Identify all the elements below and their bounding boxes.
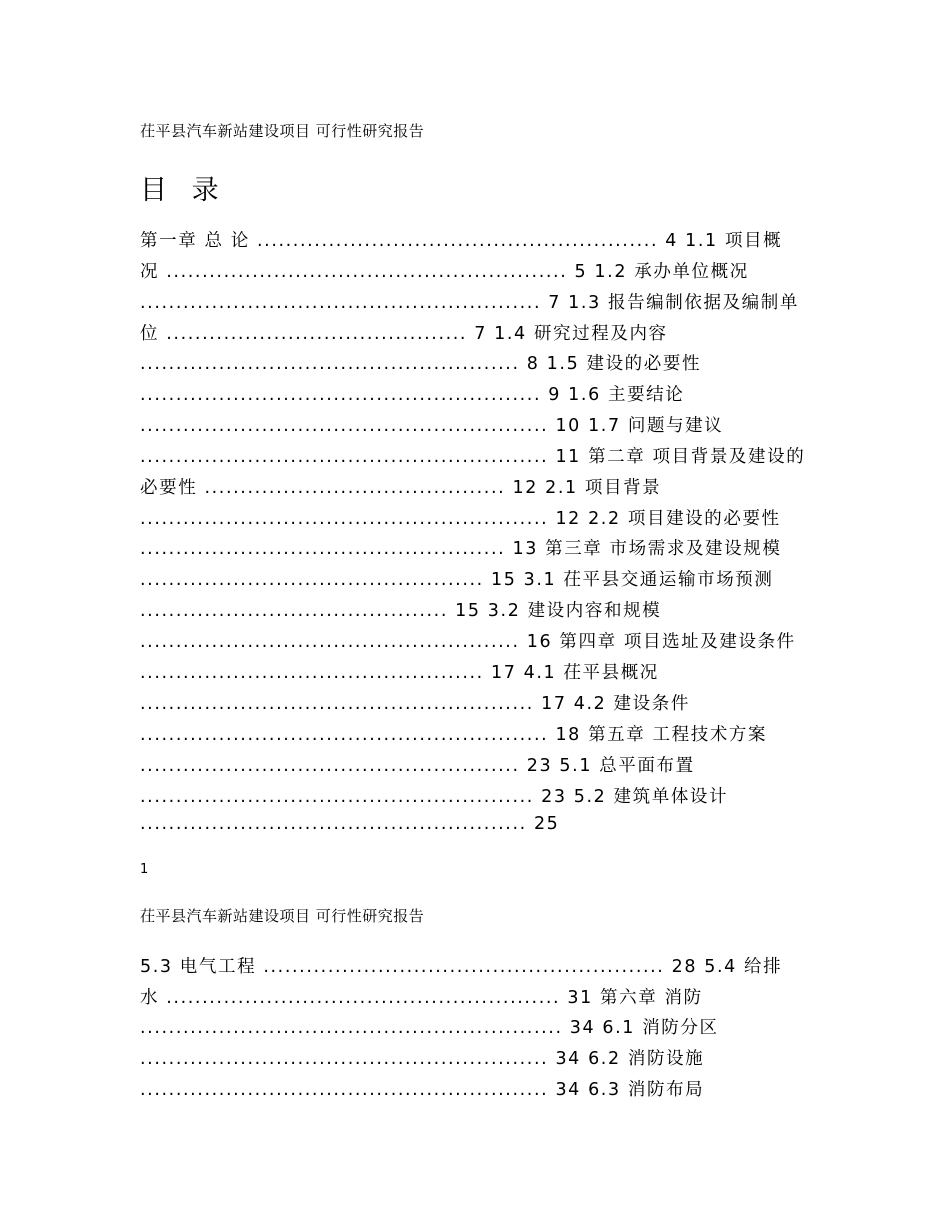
toc-line[interactable]: ..................................................... 16 第四章 项目选址及建设条件: [140, 632, 796, 652]
toc-line[interactable]: ......................................................... 34 6.2 消防设施: [140, 1049, 705, 1069]
toc-line[interactable]: ................................................ 15 3.1 茌平县交通运输市场预测: [140, 570, 774, 590]
toc-line[interactable]: ........................................................ 7 1.3 报告编制依据及编制单: [140, 293, 799, 313]
toc-line[interactable]: 水 ....................................................... 31 第六章 消防: [140, 988, 703, 1008]
page-header: 茌平县汽车新站建设项目 可行性研究报告: [140, 907, 425, 925]
toc-line[interactable]: ................................................... 13 第三章 市场需求及建设规模: [140, 539, 782, 559]
toc-line[interactable]: 必要性 .......................................... 12 2.1 项目背景: [140, 478, 662, 498]
toc-line[interactable]: ....................................................... 23 5.2 建筑单体设计: [140, 787, 729, 807]
toc-line[interactable]: ................................................ 17 4.1 茌平县概况: [140, 663, 659, 683]
toc-line[interactable]: ......................................................... 18 第五章 工程技术方案: [140, 725, 768, 745]
page-header: 茌平县汽车新站建设项目 可行性研究报告: [140, 122, 425, 140]
toc-line[interactable]: ....................................................... 17 4.2 建设条件: [140, 694, 690, 714]
toc-line[interactable]: 位 .......................................... 7 1.4 研究过程及内容: [140, 324, 668, 344]
toc-line[interactable]: ......................................................... 12 2.2 项目建设的必要性: [140, 509, 781, 529]
toc-line[interactable]: ...................................................... 25: [140, 814, 560, 834]
toc-line[interactable]: ........................................... 15 3.2 建设内容和规模: [140, 601, 662, 621]
toc-line[interactable]: ........................................................ 9 1.6 主要结论: [140, 385, 685, 405]
toc-title: 目 录: [140, 175, 227, 206]
toc-line[interactable]: ......................................................... 10 1.7 问题与建议: [140, 416, 724, 436]
toc-line[interactable]: 况 ........................................................ 5 1.2 承办单位概况: [140, 262, 749, 282]
toc-line[interactable]: ......................................................... 11 第二章 项目背景及建设的: [140, 447, 806, 467]
toc-line[interactable]: 5.3 电气工程 ........................................................ 28 5.4 给排: [140, 957, 783, 977]
toc-line[interactable]: ........................................................... 34 6.1 消防分区: [140, 1018, 719, 1038]
toc-line[interactable]: 第一章 总 论 ........................................................ 4 1.1 项目概: [140, 231, 783, 251]
toc-line[interactable]: ......................................................... 34 6.3 消防布局: [140, 1080, 705, 1100]
toc-line[interactable]: ..................................................... 23 5.1 总平面布置: [140, 756, 695, 776]
toc-line[interactable]: ..................................................... 8 1.5 建设的必要性: [140, 354, 702, 374]
page-number: 1: [140, 862, 149, 877]
